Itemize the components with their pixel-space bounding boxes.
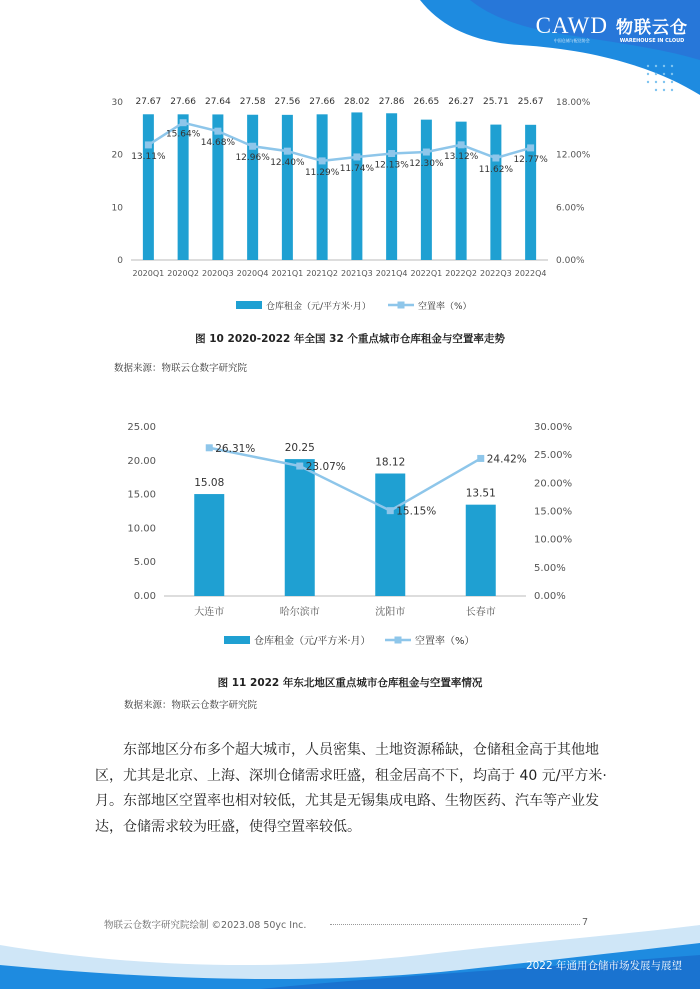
vacancy-value-label: 14.68% xyxy=(200,138,236,149)
bar xyxy=(285,459,315,596)
vacancy-point xyxy=(388,150,395,157)
bar-value-label: 25.71 xyxy=(482,97,509,107)
bar xyxy=(247,115,258,260)
bar-value-label: 27.58 xyxy=(239,97,266,107)
figure10-caption: 图 10 2020-2022 年全国 32 个重点城市仓库租金与空置率走势 xyxy=(195,333,505,345)
vacancy-value-label: 12.96% xyxy=(235,153,270,164)
vacancy-value-label: 12.30% xyxy=(409,159,444,170)
bar-value-label: 13.51 xyxy=(465,487,496,500)
vacancy-value-label: 13.11% xyxy=(131,151,166,162)
y2-tick-label: 5.00% xyxy=(534,562,566,574)
vacancy-point xyxy=(284,148,291,155)
bar xyxy=(351,112,362,260)
y-tick-label: 30 xyxy=(111,98,123,108)
y2-tick-label: 0.00% xyxy=(534,591,566,602)
chart-rent-vacancy-northeast xyxy=(0,414,700,659)
vacancy-point xyxy=(353,153,360,160)
vacancy-point xyxy=(214,128,221,135)
x-tick-label: 大连市 xyxy=(194,607,225,618)
legend-swatch-rent xyxy=(236,301,262,309)
vacancy-point xyxy=(458,141,465,148)
footer-decoration xyxy=(0,925,700,989)
y-tick-label: 0 xyxy=(117,256,123,266)
bar xyxy=(194,494,224,596)
legend-marker-vacancy xyxy=(398,302,405,309)
bar-value-label: 26.27 xyxy=(448,97,475,107)
y2-tick-label: 10.00% xyxy=(534,534,573,546)
x-tick-label: 2020Q3 xyxy=(202,269,234,278)
vacancy-line xyxy=(209,448,481,511)
y-tick-label: 0.00 xyxy=(133,591,156,602)
x-tick-label: 2021Q2 xyxy=(306,269,338,278)
y-tick-label: 10.00 xyxy=(127,523,156,535)
wlyc-logo-text: 物联云仓 xyxy=(616,18,688,38)
figure11-source: 数据来源：物联云仓数字研究院 xyxy=(124,700,258,711)
bar-value-label: 28.02 xyxy=(343,97,370,107)
bar-value-label: 25.67 xyxy=(517,97,544,107)
vacancy-value-label: 26.31% xyxy=(215,442,256,455)
bar xyxy=(375,474,405,596)
y2-tick-label: 25.00% xyxy=(534,450,573,462)
vacancy-value-label: 13.12% xyxy=(443,151,479,162)
vacancy-value-label: 11.62% xyxy=(478,165,514,176)
bar-value-label: 20.25 xyxy=(284,442,315,455)
bar xyxy=(282,115,293,260)
y-tick-label: 10 xyxy=(111,203,123,214)
bar-value-label: 27.66 xyxy=(309,97,336,107)
x-tick-label: 2022Q3 xyxy=(480,269,512,278)
bar xyxy=(490,125,501,260)
bar xyxy=(466,505,496,596)
x-tick-label: 2020Q1 xyxy=(132,269,165,278)
vacancy-point xyxy=(296,463,303,470)
legend-label-vacancy: 空置率（%） xyxy=(415,636,475,647)
y-tick-label: 15.00 xyxy=(127,489,156,501)
vacancy-value-label: 15.64% xyxy=(165,129,201,140)
body-paragraph: 东部地区分布多个超大城市，人员密集、土地资源稀缺，仓储租金高于其他地区，尤其是北京、上海、深圳仓储需求旺盛，租金居高不下，均高于 40 元/平方米·月。东部地区空置率也相对较低，尤其是无锡集成电路、生物医药、汽车等产业发达，仓储需求较为旺盛，使得空置率较低。 xyxy=(95,742,607,835)
y2-tick-label: 18.00% xyxy=(556,98,591,108)
report-title: 2022 年通用仓储市场发展与展望 xyxy=(525,960,682,972)
figure11-caption: 图 11 2022 年东北地区重点城市仓库租金与空置率情况 xyxy=(217,677,483,689)
y2-tick-label: 15.00% xyxy=(534,506,573,518)
vacancy-point xyxy=(145,141,152,148)
bar xyxy=(317,114,328,260)
y2-tick-label: 20.00% xyxy=(534,478,573,490)
y-tick-label: 20.00 xyxy=(127,455,156,467)
x-tick-label: 长春市 xyxy=(465,607,496,618)
y2-tick-label: 0.00% xyxy=(556,256,585,266)
cawd-logo xyxy=(536,14,608,44)
x-tick-label: 哈尔滨市 xyxy=(279,607,320,618)
bar-value-label: 15.08 xyxy=(194,477,225,490)
bar-value-label: 27.56 xyxy=(274,97,301,107)
x-tick-label: 2022Q4 xyxy=(514,269,547,278)
y-tick-label: 25.00 xyxy=(127,422,156,433)
vacancy-value-label: 12.40% xyxy=(270,158,305,169)
cawd-logo-subtext: 中国仓储与配送协会 xyxy=(553,38,590,43)
x-tick-label: 沈阳市 xyxy=(375,607,406,618)
cawd-logo-text: CAWD xyxy=(535,13,608,38)
figure10-source: 数据来源：物联云仓数字研究院 xyxy=(114,363,248,374)
x-tick-label: 2022Q2 xyxy=(445,269,477,278)
x-tick-label: 2020Q2 xyxy=(167,269,199,278)
vacancy-point xyxy=(180,119,187,126)
x-tick-label: 2021Q3 xyxy=(341,269,373,278)
header-logos xyxy=(536,14,688,45)
vacancy-value-label: 23.07% xyxy=(305,461,346,474)
legend-label-vacancy: 空置率（%） xyxy=(418,302,472,312)
y2-tick-label: 12.00% xyxy=(556,150,591,161)
y2-tick-label: 30.00% xyxy=(534,422,573,433)
legend-label-rent: 仓库租金（元/平方米·月） xyxy=(254,636,371,647)
bar xyxy=(143,114,154,260)
vacancy-point xyxy=(319,157,326,164)
vacancy-value-label: 12.13% xyxy=(374,160,409,171)
bar-value-label: 26.65 xyxy=(413,97,440,107)
vacancy-value-label: 11.29% xyxy=(304,167,340,178)
wlyc-logo xyxy=(616,18,688,45)
x-tick-label: 2022Q1 xyxy=(410,269,443,278)
legend-swatch-rent xyxy=(224,636,250,644)
vacancy-point xyxy=(249,143,256,150)
vacancy-point xyxy=(527,144,534,151)
x-tick-label: 2020Q4 xyxy=(236,269,269,278)
bar-value-label: 18.12 xyxy=(375,456,406,469)
vacancy-value-label: 24.42% xyxy=(486,453,527,466)
x-tick-label: 2021Q1 xyxy=(271,269,304,278)
vacancy-value-label: 15.15% xyxy=(396,505,437,518)
footer-credit: 物联云仓数字研究院绘制 ©2023.08 50yc Inc. xyxy=(104,920,307,931)
vacancy-point xyxy=(477,455,484,462)
y-tick-label: 5.00 xyxy=(133,557,156,569)
y-tick-label: 20 xyxy=(111,150,123,161)
vacancy-value-label: 11.74% xyxy=(339,163,375,174)
bar-value-label: 27.64 xyxy=(204,97,231,107)
vacancy-value-label: 12.77% xyxy=(513,154,548,165)
y2-tick-label: 6.00% xyxy=(556,203,585,214)
vacancy-point xyxy=(387,507,394,514)
bar-value-label: 27.67 xyxy=(135,97,162,107)
bar xyxy=(386,113,397,260)
legend-label-rent: 仓库租金（元/平方米·月） xyxy=(266,302,371,312)
x-tick-label: 2021Q4 xyxy=(375,269,408,278)
wlyc-logo-subtext: WAREHOUSE IN CLOUD xyxy=(619,38,685,44)
legend-marker-vacancy xyxy=(395,637,402,644)
page-number: 7 xyxy=(582,917,589,928)
bar xyxy=(212,114,223,260)
chart-rent-vacancy-national xyxy=(0,88,700,318)
vacancy-point xyxy=(206,444,213,451)
vacancy-point xyxy=(492,155,499,162)
bar-value-label: 27.86 xyxy=(378,97,405,107)
bar-value-label: 27.66 xyxy=(170,97,197,107)
vacancy-point xyxy=(423,149,430,156)
bar xyxy=(421,120,432,260)
